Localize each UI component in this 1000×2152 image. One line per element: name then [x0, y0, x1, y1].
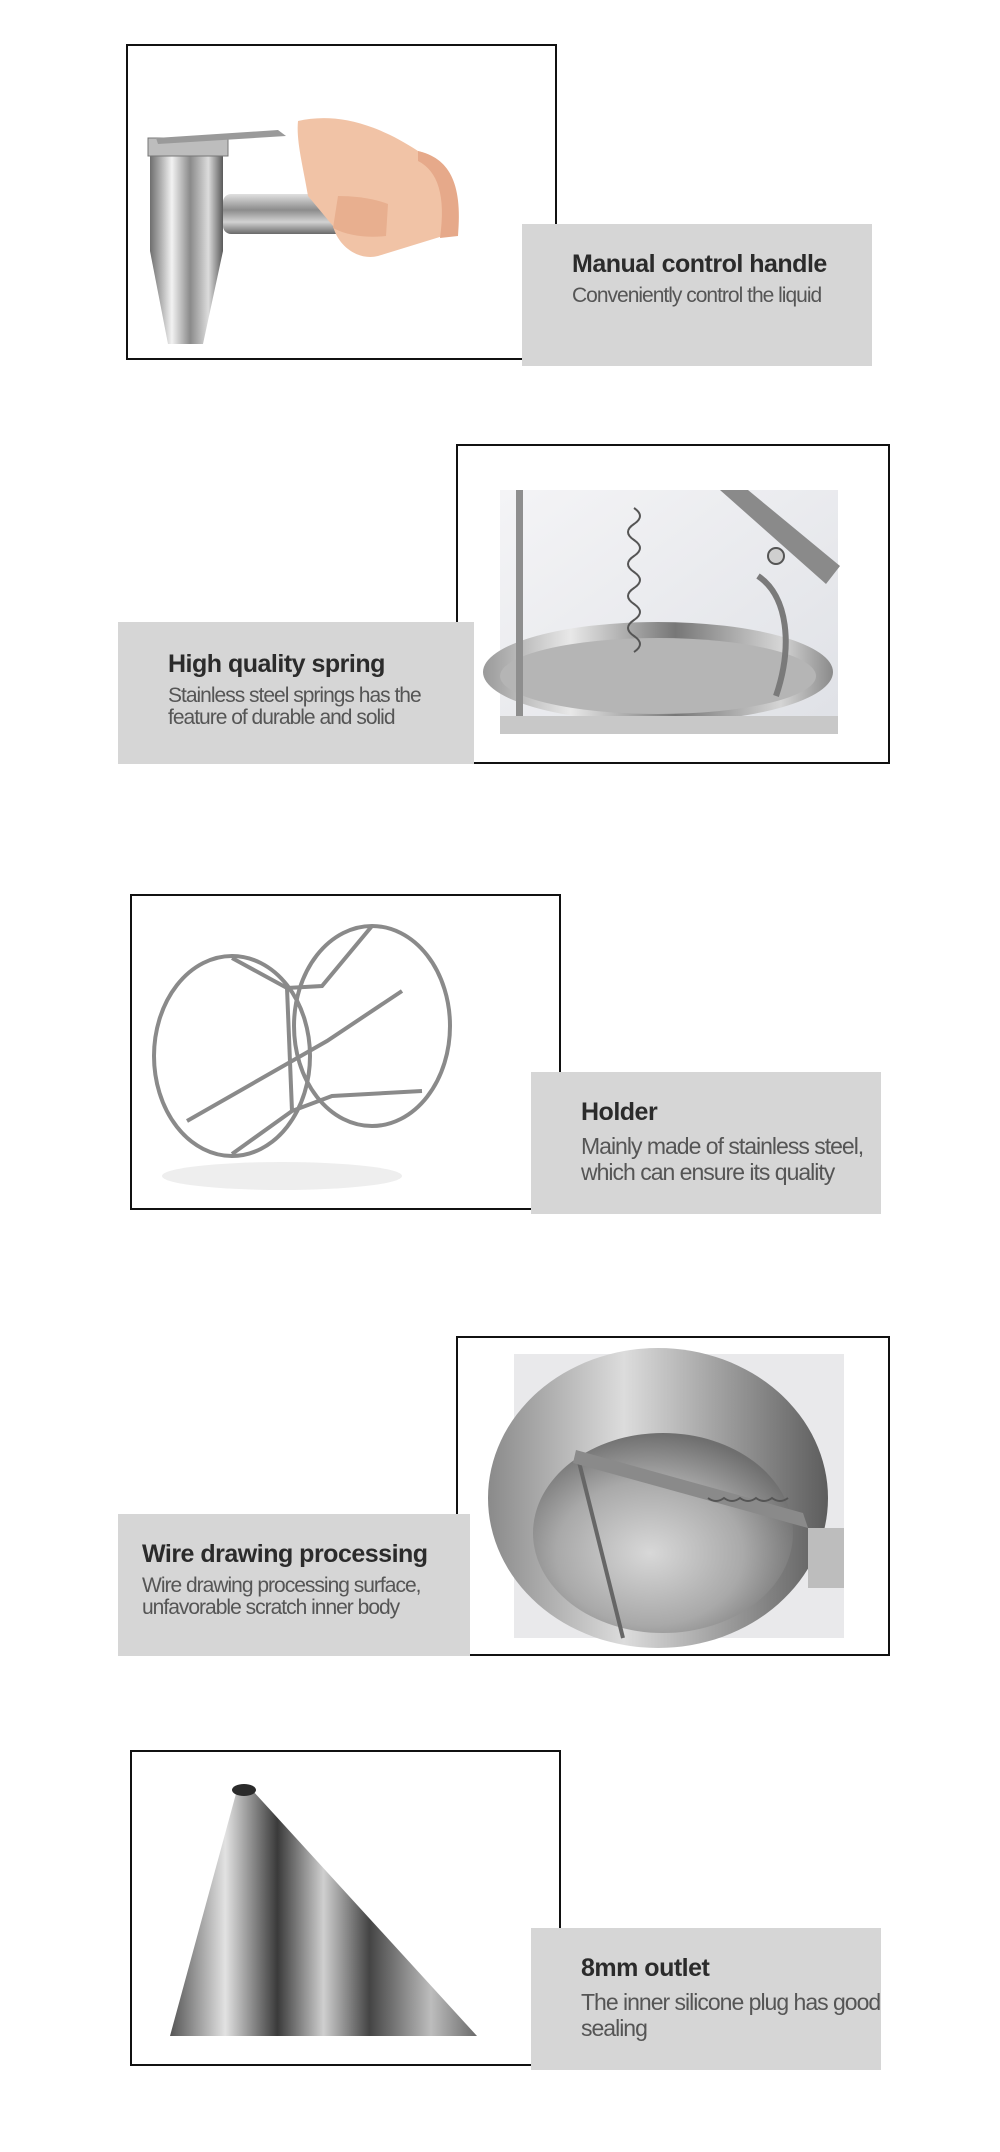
feature-caption: [531, 1928, 881, 2070]
cone-outlet-photo: [130, 1750, 561, 2066]
feature-caption: [118, 1514, 470, 1656]
feature-description: The inner silicone plug has good sealing: [581, 1989, 881, 2041]
funnel-interior-photo: [456, 1336, 890, 1656]
feature-manual-control-handle: [0, 40, 1000, 370]
funnel-handle-photo: [126, 44, 557, 360]
feature-description: Mainly made of stainless steel, which can ensure its quality: [581, 1133, 864, 1185]
feature-title: Holder: [581, 1098, 658, 1126]
feature-title: 8mm outlet: [581, 1954, 710, 1982]
feature-description: Wire drawing processing surface, unfavorable scratch inner body: [142, 1574, 421, 1619]
funnel-interior-illustration: [458, 1338, 888, 1654]
funnel-handle-illustration: [128, 46, 555, 358]
feature-title: Wire drawing processing: [142, 1540, 428, 1568]
feature-title: Manual control handle: [572, 250, 827, 278]
cone-outlet-illustration: [132, 1752, 559, 2064]
wire-holder-illustration: [132, 896, 559, 1208]
feature-description: Conveniently control the liquid: [572, 284, 822, 307]
feature-caption: [118, 622, 474, 764]
spring-illustration: [458, 446, 888, 762]
feature-description: Stainless steel springs has the feature of durable and solid: [168, 684, 421, 729]
feature-title: High quality spring: [168, 650, 385, 678]
feature-caption: [531, 1072, 881, 1214]
wire-holder-photo: [130, 894, 561, 1210]
feature-8mm-outlet: [0, 1746, 1000, 2076]
feature-wire-drawing-processing: [0, 1332, 1000, 1662]
feature-high-quality-spring: [0, 440, 1000, 770]
feature-holder: [0, 890, 1000, 1220]
spring-photo: [456, 444, 890, 764]
feature-caption: [522, 224, 872, 366]
